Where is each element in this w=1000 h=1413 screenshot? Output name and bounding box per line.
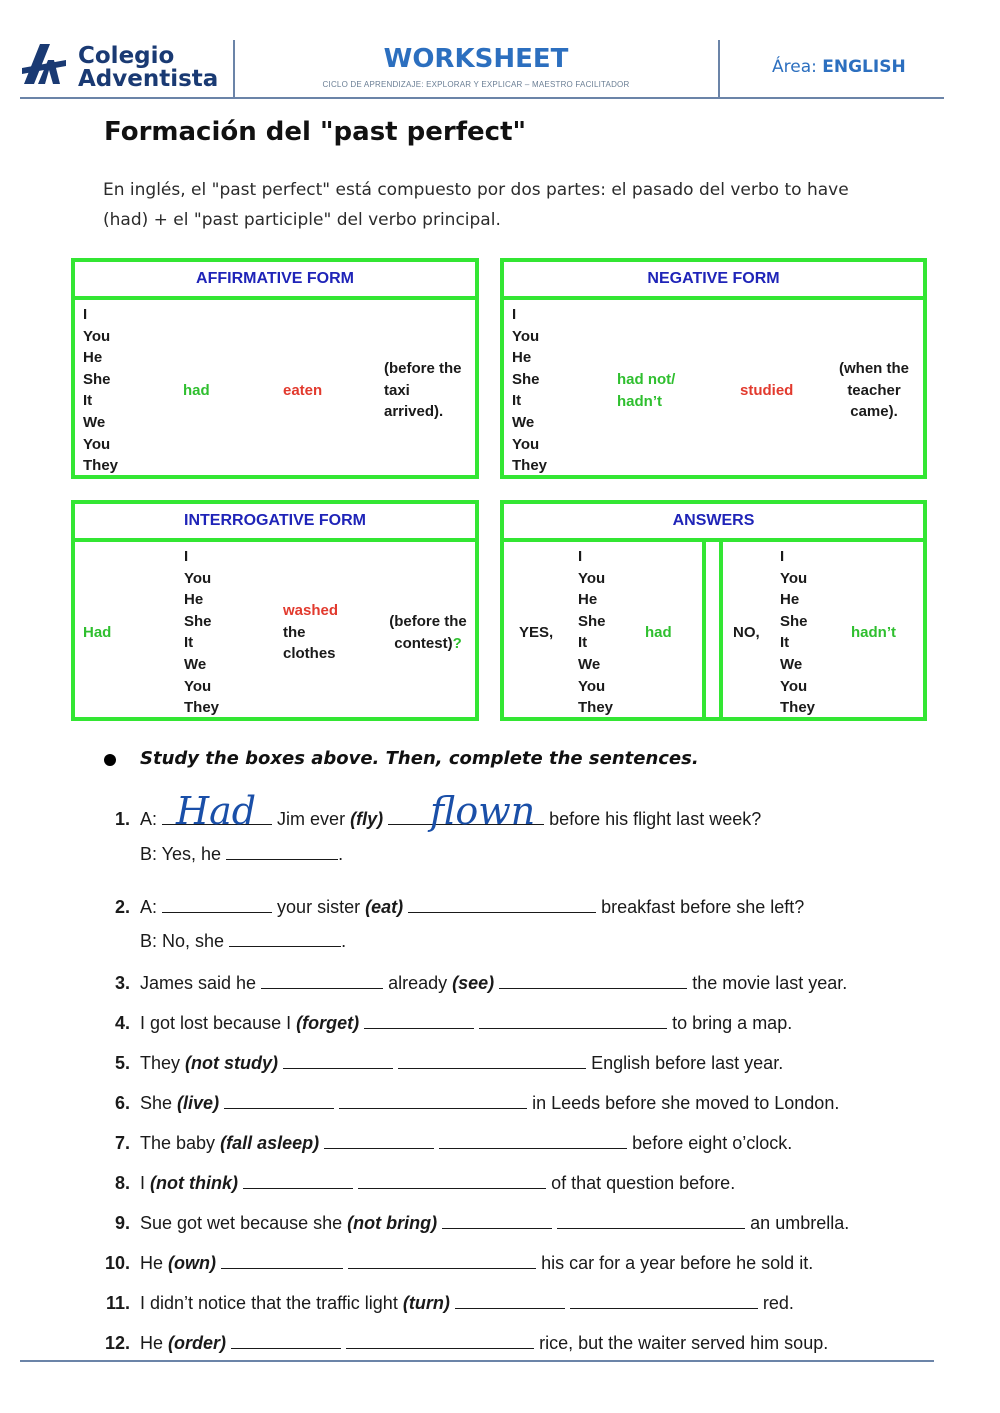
sentence-text: He [140, 1333, 164, 1353]
ending-line: came). [850, 403, 898, 421]
interrogative-header [75, 504, 475, 542]
pronoun: You [780, 569, 808, 587]
logo-line1: Colegio [78, 43, 175, 69]
pronoun: She [578, 612, 606, 630]
period: . [338, 844, 344, 864]
pronoun: He [512, 349, 532, 367]
answer-blank[interactable] [162, 896, 272, 913]
area-label-text: Área: [772, 57, 817, 77]
pronoun: I [512, 306, 517, 323]
logo-line2: Adventista [78, 66, 219, 92]
affirmative-aux: had [183, 382, 210, 399]
answer-blank[interactable] [283, 1052, 393, 1069]
interrogative-verb [283, 600, 338, 665]
sentence-text: already [388, 973, 448, 993]
negative-title: NEGATIVE FORM [647, 270, 780, 287]
header-rule [20, 97, 944, 99]
sentence-text: rice, but the waiter served him soup. [539, 1333, 829, 1353]
pronoun: We [578, 655, 601, 673]
exercise-2 [100, 896, 804, 918]
pronoun: She [83, 370, 111, 388]
answer-blank[interactable] [479, 1012, 667, 1029]
pronoun: It [780, 634, 790, 652]
verb-hint: (order) [168, 1333, 227, 1353]
pronoun: You [780, 677, 808, 695]
verb-hint: (not think) [150, 1173, 239, 1193]
answer-blank[interactable] [346, 1332, 534, 1349]
affirmative-ending [384, 358, 462, 423]
sentence-text: They [140, 1053, 181, 1073]
sentence-text: Jim ever [277, 809, 346, 829]
area-label [772, 57, 906, 77]
area-value: ENGLISH [822, 57, 906, 77]
exercise-5 [100, 1052, 783, 1074]
affirmative-participle: eaten [283, 382, 323, 399]
question-mark: ? [452, 634, 462, 652]
pronoun: He [578, 591, 598, 609]
interrogative-box [71, 500, 479, 721]
sentence-text: I [140, 1173, 146, 1193]
sentence-text: the movie last year. [692, 973, 848, 993]
bullet-icon [104, 754, 116, 766]
pronoun: She [512, 370, 540, 388]
sentence-text: an umbrella. [750, 1213, 850, 1233]
sentence-text: his car for a year before he sold it. [541, 1253, 814, 1273]
page-title: Formación del "past perfect" [104, 117, 527, 147]
pronoun: It [83, 392, 93, 410]
pronoun: I [83, 306, 88, 323]
exercise-12 [100, 1332, 828, 1354]
handwritten-answer: Had [176, 789, 257, 833]
ending-line: taxi [384, 381, 410, 399]
affirmative-pronouns [83, 304, 118, 477]
sentence-text: He [140, 1253, 164, 1273]
answers-title: ANSWERS [672, 512, 755, 529]
verb-hint: (live) [177, 1093, 220, 1113]
pronoun: You [83, 327, 111, 345]
pronoun: I [578, 548, 583, 565]
interrogative-pronouns [184, 546, 219, 719]
ending-line: (before the [384, 360, 462, 377]
pronoun: They [512, 457, 548, 475]
negative-box [500, 258, 927, 479]
pronoun: You [578, 677, 606, 695]
sentence-text: I didn’t notice that the traffic light [140, 1293, 398, 1313]
speaker-label: A: [140, 809, 158, 829]
pronoun: It [512, 392, 522, 410]
answers-divider [702, 538, 706, 717]
verb-hint: (forget) [296, 1013, 360, 1033]
worksheet-title: WORKSHEET [383, 44, 569, 74]
answer-blank[interactable] [364, 1012, 474, 1029]
answers-no-aux: hadn’t [851, 624, 896, 641]
answer-blank[interactable] [348, 1252, 536, 1269]
ending-line: arrived). [384, 403, 444, 421]
exercise-6 [100, 1092, 839, 1114]
exercise-11 [100, 1292, 794, 1314]
aux-line: had not/ [617, 371, 676, 388]
header-divider-right [718, 40, 720, 98]
worksheet-subtitle: CICLO DE APRENDIZAJE: EXPLORAR Y EXPLICAR – MAESTRO FACILITADOR [322, 80, 630, 89]
ending-line: contest) [394, 634, 453, 652]
answer-blank[interactable] [398, 1052, 586, 1069]
answer-blank[interactable] [243, 1172, 353, 1189]
sentence-text: red. [762, 1293, 794, 1313]
answer-blank[interactable] [557, 1212, 745, 1229]
exercise-number: 1. [114, 809, 130, 829]
exercise-number: 4. [114, 1013, 130, 1033]
pronoun: It [184, 634, 194, 652]
instructions: Study the boxes above. Then, complete the sentences. [140, 748, 699, 769]
pronoun: He [184, 591, 204, 609]
handwritten-answer: flown [430, 789, 536, 833]
sentence-text: breakfast before she left? [601, 897, 805, 917]
pronoun: I [780, 548, 785, 565]
answer-blank[interactable] [499, 972, 687, 989]
reply-text: B: No, she [140, 931, 225, 951]
interrogative-ending [381, 611, 475, 654]
answer-blank[interactable] [358, 1172, 546, 1189]
negative-header [504, 262, 923, 300]
answer-blank[interactable] [226, 843, 338, 860]
exercise-number: 6. [114, 1093, 130, 1113]
pronoun: He [780, 591, 800, 609]
pronoun: She [780, 612, 808, 630]
exercise-number: 12. [104, 1333, 130, 1353]
negative-aux [617, 369, 675, 412]
answers-box [500, 500, 927, 721]
exercise-3 [100, 972, 847, 994]
answer-blank[interactable] [442, 1212, 552, 1229]
negative-pronouns [512, 304, 547, 477]
pronoun: They [83, 457, 119, 475]
exercise-1-reply [140, 843, 343, 865]
pronoun: I [184, 548, 189, 565]
exercise-4 [100, 1012, 792, 1034]
answer-blank[interactable] [408, 896, 596, 913]
footer-rule [20, 1360, 934, 1362]
answer-blank[interactable] [339, 1092, 527, 1109]
answer-blank[interactable] [229, 930, 341, 947]
pronoun: We [184, 655, 207, 673]
sentence-text: She [140, 1093, 173, 1113]
verb-hint: (own) [168, 1253, 217, 1273]
verb-hint: (turn) [402, 1293, 450, 1313]
verb-line: washed [283, 602, 339, 619]
reply-text: B: Yes, he [140, 844, 222, 864]
exercise-10 [100, 1252, 813, 1274]
exercise-number: 11. [105, 1293, 130, 1313]
pronoun: You [184, 677, 212, 695]
answers-divider [719, 538, 723, 717]
answers-header [504, 504, 923, 542]
pronoun: You [512, 435, 540, 453]
school-logo-icon [20, 40, 68, 88]
exercise-number: 2. [114, 897, 130, 917]
interrogative-title: INTERROGATIVE FORM [184, 512, 366, 529]
affirmative-header [75, 262, 475, 300]
answer-blank[interactable] [231, 1332, 341, 1349]
pronoun: We [780, 655, 803, 673]
answers-yes-aux: had [645, 624, 672, 641]
pronoun: They [578, 699, 614, 717]
sentence-text: I got lost because I [140, 1013, 292, 1033]
answer-blank[interactable] [324, 1132, 434, 1149]
ending-line: (when the [839, 360, 909, 377]
pronoun: He [83, 349, 103, 367]
intro-line2: (had) + el "past participle" del verbo principal. [103, 210, 501, 230]
header-divider-left [233, 40, 235, 98]
verb-line: clothes [283, 645, 336, 663]
pronoun: They [780, 699, 816, 717]
verb-hint: (fly) [350, 809, 384, 829]
verb-hint: (not study) [185, 1053, 279, 1073]
ending-line: (before the [389, 613, 467, 630]
speaker-label: A: [140, 897, 158, 917]
sentence-text: in Leeds before she moved to London. [532, 1093, 840, 1113]
answer-blank[interactable] [439, 1132, 627, 1149]
sentence-text: of that question before. [551, 1173, 736, 1193]
answer-blank[interactable] [455, 1292, 565, 1309]
exercise-8 [100, 1172, 735, 1194]
sentence-text: before eight o’clock. [632, 1133, 793, 1153]
affirmative-box [71, 258, 479, 479]
ending-line: teacher [847, 381, 901, 399]
exercise-number: 10. [104, 1253, 130, 1273]
exercise-2-reply [140, 930, 346, 952]
answer-blank[interactable] [570, 1292, 758, 1309]
exercise-number: 3. [114, 973, 130, 993]
exercise-9 [100, 1212, 849, 1234]
sentence-text: James said he [140, 973, 257, 993]
exercise-number: 8. [114, 1173, 130, 1193]
aux-line: hadn’t [617, 392, 662, 410]
exercise-number: 9. [114, 1213, 130, 1233]
answers-no: NO, [733, 624, 760, 641]
answers-yes: YES, [519, 624, 554, 641]
exercise-number: 5. [114, 1053, 130, 1073]
sentence-text: Sue got wet because she [140, 1213, 343, 1233]
verb-hint: (see) [452, 973, 495, 993]
sentence-text: to bring a map. [672, 1013, 793, 1033]
interrogative-aux: Had [83, 624, 112, 641]
pronoun: We [83, 413, 106, 431]
affirmative-title: AFFIRMATIVE FORM [196, 270, 354, 287]
verb-hint: (eat) [365, 897, 404, 917]
answer-blank[interactable] [224, 1092, 334, 1109]
pronoun: You [184, 569, 212, 587]
pronoun: We [512, 413, 535, 431]
pronoun: You [578, 569, 606, 587]
verb-hint: (fall asleep) [220, 1133, 320, 1153]
pronoun: They [184, 699, 220, 717]
exercise-7 [100, 1132, 792, 1154]
answer-blank[interactable] [221, 1252, 343, 1269]
sentence-text: your sister [277, 897, 361, 917]
sentence-text: The baby [140, 1133, 216, 1153]
pronoun: It [578, 634, 588, 652]
answer-blank[interactable] [261, 972, 383, 989]
period: . [341, 931, 347, 951]
negative-ending [830, 358, 918, 423]
pronoun: You [512, 327, 540, 345]
exercise-number: 7. [114, 1133, 130, 1153]
answers-no-pronouns [780, 546, 815, 719]
sentence-text: before his flight last week? [549, 809, 762, 829]
pronoun: You [83, 435, 111, 453]
pronoun: She [184, 612, 212, 630]
verb-hint: (not bring) [347, 1213, 438, 1233]
verb-line: the [283, 623, 306, 641]
answers-yes-pronouns [578, 546, 613, 719]
sentence-text: English before last year. [591, 1053, 784, 1073]
intro-line1: En inglés, el "past perfect" está compuesto por dos partes: el pasado del verbo to have [103, 180, 849, 200]
negative-participle: studied [740, 382, 794, 399]
